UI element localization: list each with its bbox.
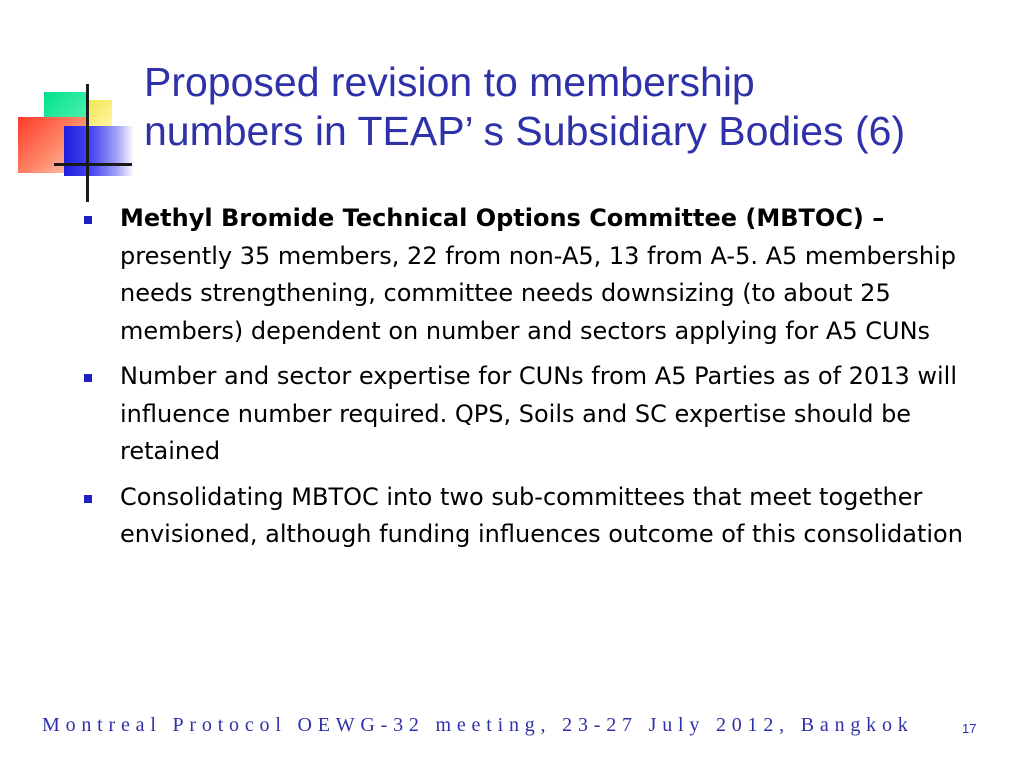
bullet-item-expertise [84, 358, 994, 471]
footer-text: Montreal Protocol OEWG-32 meeting, 23-27 July 2012, Bangkok [42, 714, 914, 736]
slide-title-line-1: Proposed revision to membership [144, 59, 755, 105]
square-bullet-icon [84, 374, 92, 382]
logo-vertical-line [86, 84, 89, 202]
bullet-list [84, 200, 994, 562]
logo-horizontal-line [54, 163, 132, 166]
bullet-item-text: presently 35 members, 22 from non-A5, 13 from A-5. A5 membership needs strengthening, committee needs downsizing (to about 25 members) dependent on number and sectors applying for A5 CUNs [120, 241, 956, 345]
bullet-item-text: Consolidating MBTOC into two sub-committees that meet together envisioned, although funding influences outcome of this consolidation [120, 482, 963, 548]
slide-title [144, 58, 1004, 156]
bullet-item-text: Number and sector expertise for CUNs from A5 Parties as of 2013 will influence number required. QPS, Soils and SC expertise should be retained [120, 362, 957, 465]
bullet-item-strong-text: Methyl Bromide Technical Options Committee (MBTOC) – [120, 204, 885, 232]
logo-blue-square [64, 126, 134, 176]
bullet-item-mbtoc [84, 200, 994, 350]
square-bullet-icon [84, 216, 92, 224]
slide-title-line-2: numbers in TEAP’ s Subsidiary Bodies (6) [144, 108, 906, 154]
logo-yellow-square [86, 100, 112, 128]
page-number: 17 [962, 721, 977, 736]
square-bullet-icon [84, 495, 92, 503]
bullet-item-consolidation [84, 479, 994, 554]
